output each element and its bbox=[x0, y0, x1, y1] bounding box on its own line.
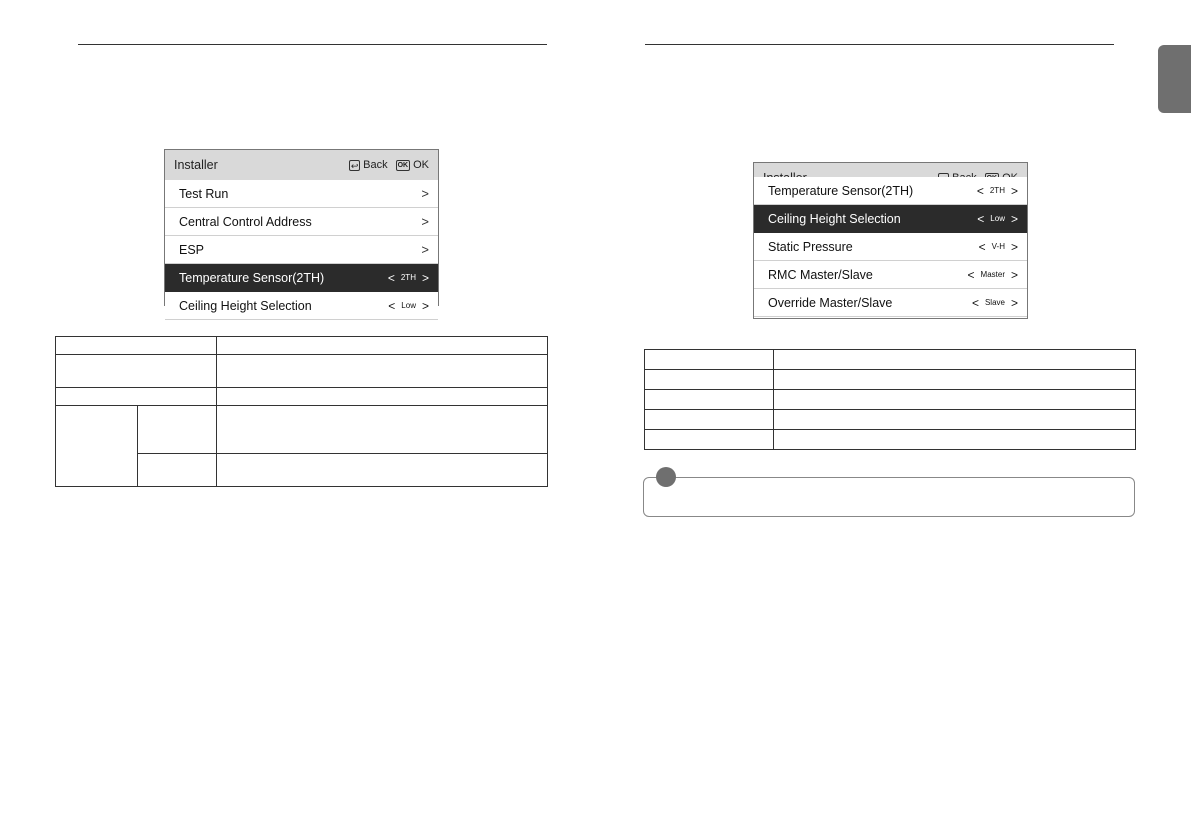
chevron-left-icon[interactable]: < bbox=[977, 211, 985, 226]
left-page-header-rule bbox=[78, 44, 547, 45]
option-value: Low bbox=[401, 301, 416, 310]
table-row bbox=[56, 406, 548, 454]
table-cell bbox=[774, 410, 1136, 430]
chevron-right-icon: > bbox=[421, 242, 429, 257]
chevron-left-icon[interactable]: < bbox=[388, 298, 396, 313]
table-cell bbox=[217, 355, 548, 388]
table-row bbox=[645, 410, 1136, 430]
table-row bbox=[56, 388, 548, 406]
menu-item-temperature-sensor[interactable] bbox=[754, 177, 1027, 205]
menu-item-central-control-address[interactable] bbox=[165, 208, 438, 236]
table-cell bbox=[645, 390, 774, 410]
table-cell bbox=[774, 350, 1136, 370]
menu-item-rmc-master-slave[interactable] bbox=[754, 261, 1027, 289]
option-value: Master bbox=[980, 270, 1005, 279]
table-cell bbox=[217, 406, 548, 454]
chevron-left-icon[interactable]: < bbox=[967, 267, 975, 282]
table-cell bbox=[645, 370, 774, 390]
chevron-right-icon[interactable]: > bbox=[1010, 295, 1018, 310]
chevron-right-icon[interactable]: > bbox=[1010, 267, 1018, 282]
menu-item-label: RMC Master/Slave bbox=[768, 267, 873, 282]
left-settings-table bbox=[55, 336, 548, 487]
chevron-left-icon[interactable]: < bbox=[976, 183, 984, 198]
chevron-right-icon[interactable]: > bbox=[421, 270, 429, 285]
table-row bbox=[645, 370, 1136, 390]
note-icon bbox=[656, 467, 676, 487]
option-value: Slave bbox=[984, 298, 1005, 307]
table-row bbox=[645, 350, 1136, 370]
table-cell bbox=[56, 337, 217, 355]
right-installer-screen bbox=[753, 162, 1028, 319]
menu-item-label: Ceiling Height Selection bbox=[179, 298, 312, 313]
table-cell bbox=[138, 454, 217, 487]
chevron-right-icon[interactable]: > bbox=[1010, 183, 1018, 198]
menu-item-label: Test Run bbox=[179, 186, 229, 201]
menu-item-ceiling-height-selection[interactable] bbox=[754, 205, 1027, 233]
chevron-right-icon[interactable]: > bbox=[1010, 239, 1018, 254]
option-value: 2TH bbox=[400, 273, 416, 282]
table-cell bbox=[774, 430, 1136, 450]
back-label: Back bbox=[363, 159, 388, 171]
back-icon: ↩ bbox=[350, 160, 359, 171]
option-value: V-H bbox=[991, 242, 1005, 251]
table-cell bbox=[217, 388, 548, 406]
chevron-left-icon[interactable]: < bbox=[387, 270, 395, 285]
chevron-right-icon[interactable]: > bbox=[421, 298, 429, 313]
table-cell bbox=[774, 370, 1136, 390]
table-cell bbox=[56, 355, 217, 388]
table-cell bbox=[217, 454, 548, 487]
menu-item-label: Override Master/Slave bbox=[768, 295, 893, 310]
chevron-left-icon[interactable]: < bbox=[978, 239, 986, 254]
ok-button[interactable] bbox=[388, 159, 429, 171]
menu-item-label: Central Control Address bbox=[179, 214, 312, 229]
chevron-right-icon: > bbox=[421, 214, 429, 229]
table-cell bbox=[774, 390, 1136, 410]
menu-item-test-run[interactable] bbox=[165, 180, 438, 208]
ok-icon: OK bbox=[397, 161, 409, 169]
menu-item-esp[interactable] bbox=[165, 236, 438, 264]
table-cell bbox=[56, 388, 217, 406]
back-button[interactable] bbox=[349, 159, 387, 171]
screen-header bbox=[165, 150, 438, 180]
table-row bbox=[56, 337, 548, 355]
menu-item-ceiling-height-selection[interactable] bbox=[165, 292, 438, 320]
table-cell bbox=[645, 410, 774, 430]
menu-item-static-pressure[interactable] bbox=[754, 233, 1027, 261]
option-value: 2TH bbox=[989, 186, 1005, 195]
chevron-right-icon[interactable]: > bbox=[1010, 211, 1018, 226]
right-settings-table bbox=[644, 349, 1136, 450]
option-value: Low bbox=[990, 214, 1005, 223]
right-page-header-rule bbox=[645, 44, 1114, 45]
table-row bbox=[56, 355, 548, 388]
menu-item-temperature-sensor[interactable] bbox=[165, 264, 438, 292]
table-cell bbox=[217, 337, 548, 355]
chevron-right-icon: > bbox=[421, 186, 429, 201]
screen-title: Installer bbox=[174, 158, 218, 172]
table-row bbox=[645, 390, 1136, 410]
table-cell bbox=[645, 350, 774, 370]
menu-item-label: ESP bbox=[179, 242, 205, 257]
menu-item-label: Ceiling Height Selection bbox=[768, 211, 901, 226]
note-divider bbox=[720, 477, 1130, 478]
table-cell bbox=[56, 406, 138, 487]
menu-item-label: Temperature Sensor(2TH) bbox=[768, 183, 914, 198]
note-box bbox=[643, 477, 1135, 517]
table-cell bbox=[138, 406, 217, 454]
ok-label: OK bbox=[413, 159, 429, 171]
menu-item-label: Static Pressure bbox=[768, 239, 853, 254]
table-row bbox=[645, 430, 1136, 450]
table-cell bbox=[645, 430, 774, 450]
menu-item-label: Temperature Sensor(2TH) bbox=[179, 270, 325, 285]
language-tab bbox=[1158, 45, 1191, 113]
left-installer-screen bbox=[164, 149, 439, 313]
menu-item-override-master-slave[interactable] bbox=[754, 289, 1027, 317]
chevron-left-icon[interactable]: < bbox=[971, 295, 979, 310]
